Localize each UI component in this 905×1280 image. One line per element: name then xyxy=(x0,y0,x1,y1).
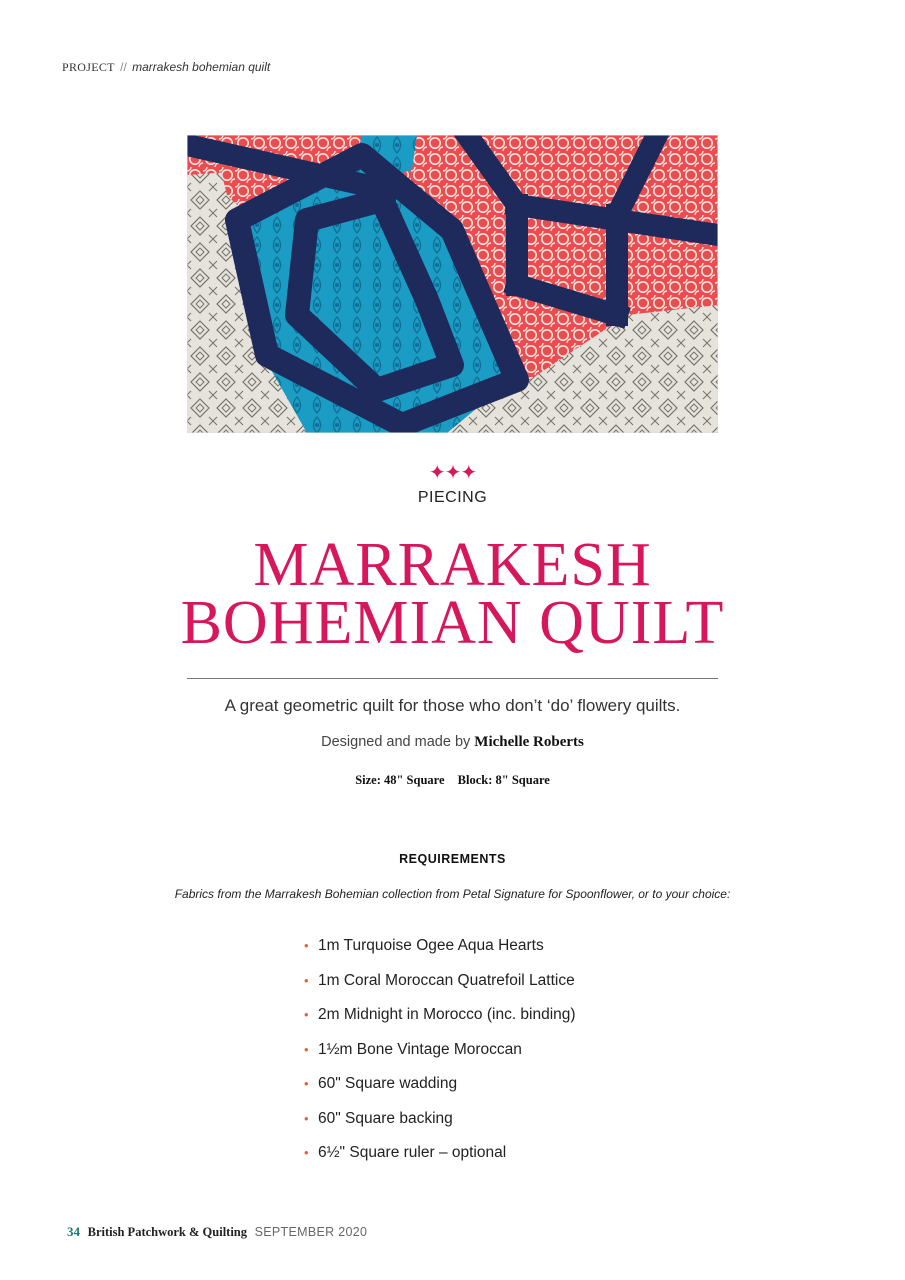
requirements-heading: REQUIREMENTS xyxy=(399,852,506,866)
author-name: Michelle Roberts xyxy=(474,734,584,750)
list-item: • 1m Coral Moroccan Quatrefoil Lattice xyxy=(304,969,576,1004)
list-item: • 60" Square backing xyxy=(304,1107,576,1142)
page-number: 34 xyxy=(67,1224,80,1239)
title-divider xyxy=(187,678,718,679)
size-spec: Size: 48" Square xyxy=(355,773,445,787)
running-head xyxy=(62,60,270,75)
page-title xyxy=(0,531,905,657)
standfirst: A great geometric quilt for those who don’t ‘do’ flowery quilts. xyxy=(224,696,681,715)
requirements-intro: Fabrics from the Marrakesh Bohemian collection from Petal Signature for Spoonflower, or to your choice: xyxy=(174,887,731,901)
bullet-icon: • xyxy=(304,1041,309,1057)
bullet-icon: • xyxy=(304,938,309,953)
category-label: PIECING xyxy=(417,489,488,506)
ornament-stars: ✦✦✦ xyxy=(428,462,477,484)
byline xyxy=(0,734,905,751)
bullet-icon: • xyxy=(304,1145,309,1160)
topic-label: marrakesh bohemian quilt xyxy=(132,60,271,74)
hero-image xyxy=(187,135,718,433)
title-line-2: BOHEMIAN QUILT xyxy=(180,589,725,657)
byline-prefix: Designed and made by xyxy=(321,734,471,750)
bullet-icon: • xyxy=(304,972,309,988)
list-item: • 6½" Square ruler – optional xyxy=(304,1141,576,1176)
magazine-name: British Patchwork & Quilting xyxy=(87,1225,248,1239)
requirements-list xyxy=(304,934,576,1176)
bullet-icon: • xyxy=(304,1007,309,1022)
list-item: • 2m Midnight in Morocco (inc. binding) xyxy=(304,1003,576,1038)
issue-date: SEPTEMBER 2020 xyxy=(254,1225,368,1239)
section-label: PROJECT xyxy=(62,60,115,74)
bullet-icon: • xyxy=(304,1076,309,1091)
block-spec: Block: 8" Square xyxy=(457,773,550,787)
title-line-1: MARRAKESH xyxy=(253,531,652,599)
list-item: • 60" Square wadding xyxy=(304,1072,576,1107)
page-footer xyxy=(67,1224,367,1240)
separator: // xyxy=(120,60,127,74)
list-item: • 1m Turquoise Ogee Aqua Hearts xyxy=(304,934,576,969)
list-item: • 1½m Bone Vintage Moroccan xyxy=(304,1038,576,1073)
specs xyxy=(0,773,905,788)
bullet-icon: • xyxy=(304,1110,309,1126)
